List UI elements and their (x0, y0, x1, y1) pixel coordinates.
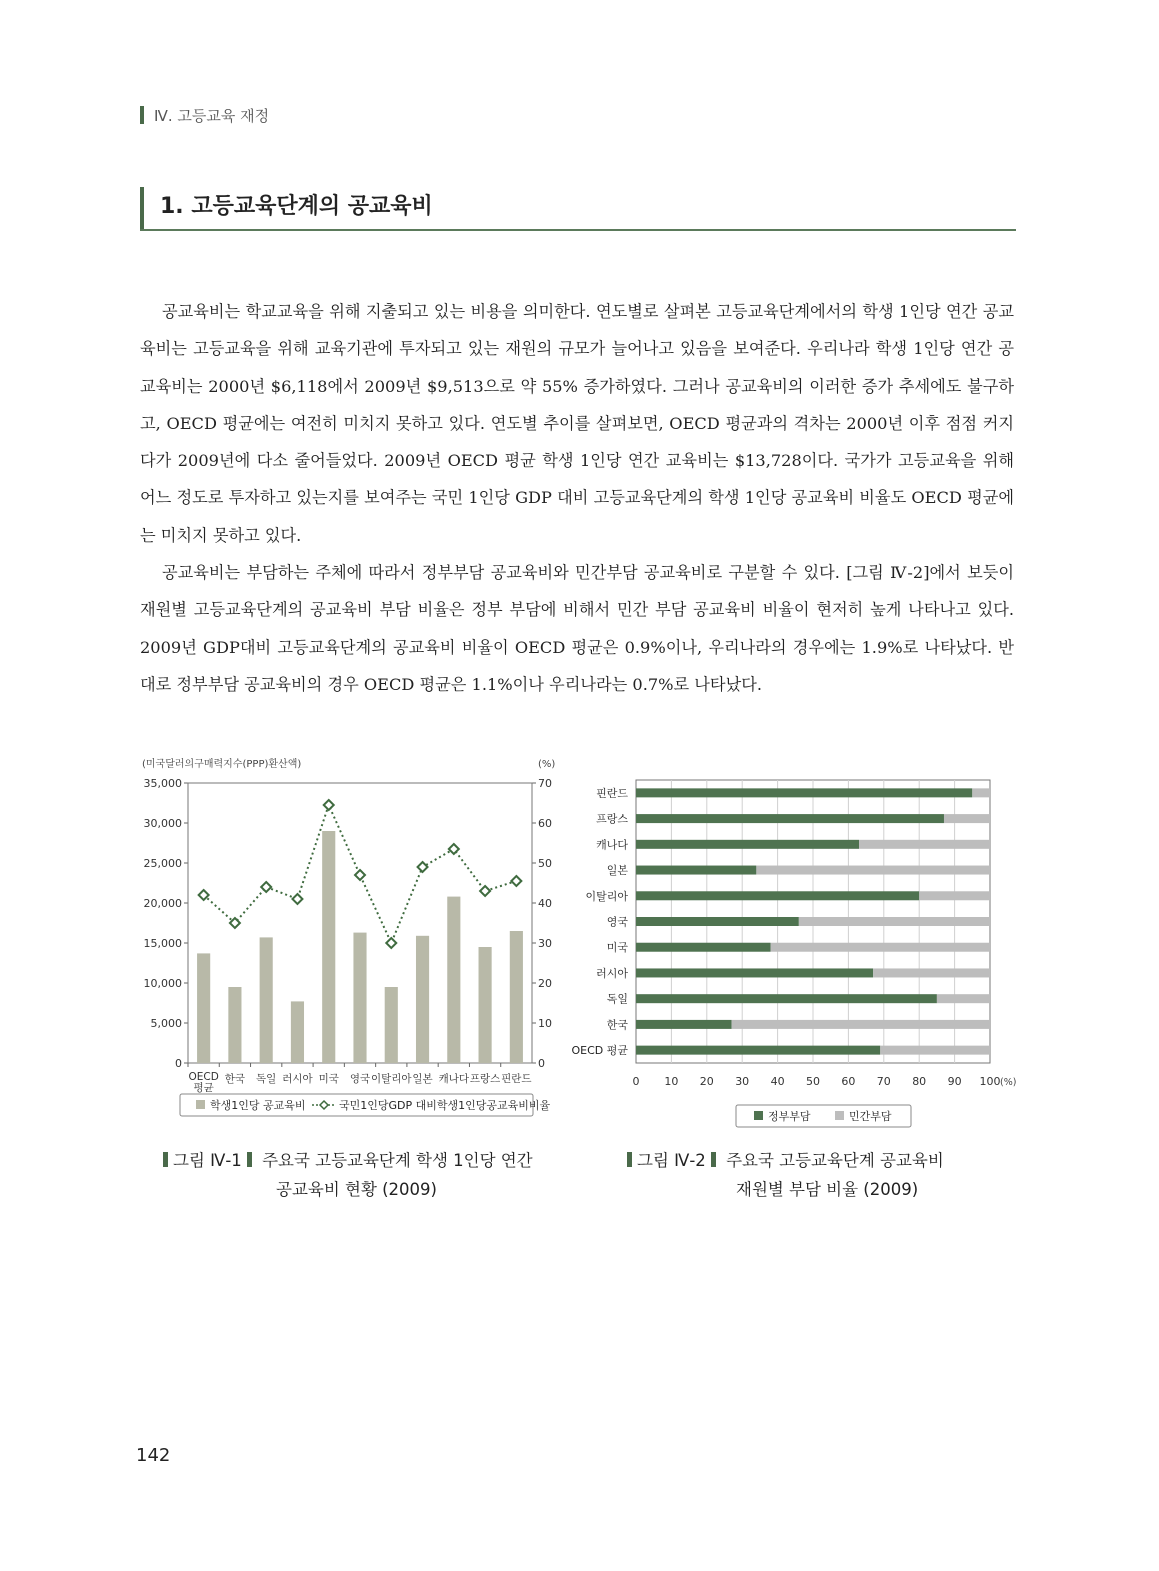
y-tick-label: 35,000 (143, 777, 182, 790)
x-tick-label: 한국 (224, 1073, 246, 1085)
y-tick-label: OECD 평균 (571, 1044, 628, 1058)
line-point-러시아 (292, 894, 302, 904)
line-point-미국 (324, 800, 334, 810)
bar-private-이탈리아 (919, 891, 990, 900)
y2-tick-label: 50 (538, 857, 552, 870)
section-header (140, 183, 1016, 231)
figure-2-title-line2: 재원별 부담 비율 (2009) (736, 1180, 919, 1199)
y-tick-label: 이탈리아 (585, 889, 628, 903)
y2-tick-label: 0 (538, 1057, 545, 1070)
x-tick-label: 핀란드 (501, 1073, 532, 1085)
figure-1-chart (140, 752, 565, 1137)
y-tick-label: 캐나다 (596, 838, 628, 852)
y-tick-label: 20,000 (143, 897, 182, 910)
bar-private-미국 (771, 943, 990, 952)
bar-gov-프랑스 (636, 814, 944, 823)
x-tick-label: 일본 (412, 1073, 433, 1085)
y-tick-label: 30,000 (143, 817, 182, 830)
y-tick-label: 핀란드 (596, 786, 628, 800)
bar-gov-이탈리아 (636, 891, 919, 900)
y-tick-label: 독일 (606, 992, 628, 1006)
bar-gov-미국 (636, 943, 771, 952)
x-tick-label: 영국 (349, 1073, 371, 1085)
y-axis-label: (미국달러의구매력지수(PPP)환산액) (142, 759, 302, 770)
figure-1-caption-line1 (158, 1146, 568, 1175)
x-tick-label: 러시아 (282, 1073, 313, 1085)
legend-swatch-bar (196, 1100, 205, 1109)
legend-label: 민간부담 (849, 1110, 892, 1123)
bar-gov-캐나다 (636, 840, 859, 849)
bar-러시아 (291, 1001, 304, 1063)
bar-핀란드 (510, 931, 523, 1063)
paragraph: 공교육비는 부담하는 주체에 따라서 정부부담 공교육비와 민간부담 공교육비로 구분할 수 있다. [그림 Ⅳ-2]에서 보듯이 재원별 고등교육단계의 공교육비 부담 비율은 정부 부담에 비해서 민간 부담 공교육비 비율이 현저히 높게 나타나고 있다. 2009년 GDP대비 고등교육단계의 공교육비 비율이 OECD 평균은 0.9%이나, 우리나라의 경우에는 1.9%로 나타났다. 반대로 정부부담 공교육비의 경우 OECD 평균은 1.1%이나 우리나라는 0.7%로 나타났다. (140, 563, 1014, 694)
bar-gov-러시아 (636, 968, 873, 977)
legend-label: 정부부담 (768, 1110, 811, 1123)
bar-private-프랑스 (944, 814, 990, 823)
x-tick-label: 90 (947, 1075, 962, 1088)
bar-이탈리아 (385, 987, 398, 1063)
bar-gov-한국 (636, 1020, 732, 1029)
bar-private-영국 (799, 917, 990, 926)
y-tick-label: 15,000 (143, 937, 182, 950)
y2-tick-label: 10 (538, 1017, 552, 1030)
line-point-영국 (355, 870, 365, 880)
bar-private-OECD 평균 (880, 1046, 990, 1055)
x-tick-label: 0 (632, 1075, 640, 1088)
x-tick-label: 20 (699, 1075, 714, 1088)
line-point-프랑스 (480, 886, 490, 896)
legend-swatch-gov (754, 1111, 763, 1120)
line-point-독일 (261, 882, 271, 892)
y-tick-label: 한국 (606, 1018, 628, 1032)
caption-marker (627, 1152, 632, 1167)
bar-private-한국 (732, 1020, 990, 1029)
bar-독일 (260, 937, 273, 1063)
y-tick-label: 25,000 (143, 857, 182, 870)
y2-tick-label: 40 (538, 897, 552, 910)
y-tick-label: 5,000 (150, 1017, 182, 1030)
bar-gov-핀란드 (636, 788, 972, 797)
bar-gov-일본 (636, 866, 756, 875)
x-tick-label: 50 (806, 1075, 820, 1088)
y-tick-label: 미국 (606, 941, 628, 955)
x-tick-label: 캐나다 (438, 1073, 470, 1085)
x-tick-label: 독일 (256, 1073, 277, 1085)
y2-axis-label: (%) (538, 759, 556, 770)
y-tick-label: 영국 (606, 915, 628, 929)
bar-private-핀란드 (972, 788, 990, 797)
bar-캐나다 (447, 897, 460, 1063)
x-tick-label: OECD (188, 1071, 219, 1083)
y-tick-label: 0 (175, 1057, 182, 1070)
bar-한국 (228, 987, 241, 1063)
caption-marker (247, 1152, 252, 1167)
legend-swatch-private (835, 1111, 844, 1120)
x-tick-label: 10 (664, 1075, 679, 1088)
bar-private-독일 (937, 994, 990, 1003)
legend-label: 학생1인당 공교육비 (210, 1099, 306, 1112)
figure-2-label: 그림 Ⅳ-2 (637, 1151, 706, 1170)
section-title: 1. 고등교육단계의 공교육비 (160, 194, 433, 219)
y2-tick-label: 20 (538, 977, 552, 990)
x-tick-label: 80 (912, 1075, 927, 1088)
legend-label: 국민1인당GDP 대비학생1인당공교육비비율 (339, 1099, 551, 1112)
line-point-핀란드 (511, 876, 521, 886)
y2-tick-label: 70 (538, 777, 552, 790)
y-tick-label: 러시아 (596, 966, 628, 980)
x-tick-label: 100 (979, 1075, 1001, 1088)
bar-private-러시아 (873, 968, 990, 977)
bar-gov-OECD 평균 (636, 1046, 880, 1055)
bar-미국 (322, 831, 335, 1063)
bar-OECD 평균 (197, 953, 210, 1063)
x-tick-label: 프랑스 (469, 1073, 501, 1085)
bar-프랑스 (479, 947, 492, 1063)
page-number: 142 (136, 1445, 171, 1466)
figure-2-chart (570, 752, 1020, 1137)
section-marker (140, 187, 144, 229)
figure-1-label: 그림 Ⅳ-1 (173, 1151, 242, 1170)
x-tick-label: 평균 (193, 1082, 214, 1094)
paragraph: 공교육비는 학교교육을 위해 지출되고 있는 비용을 의미한다. 연도별로 살펴본 고등교육단계에서의 학생 1인당 연간 공교육비는 고등교육을 위해 교육기관에 투자되고 있는 재원의 규모가 늘어나고 있음을 보여준다. 우리나라 학생 1인당 연간 공교육비는 2000년 $6,118에서 2009년 $9,513으로 약 55% 증가하였다. 그러나 공교육비의 이러한 증가 추세에도 불구하고, OECD 평균에는 여전히 미치지 못하고 있다. 연도별 추이를 살펴보면, OECD 평균과의 격차는 2000년 이후 점점 커지다가 2009년에 다소 줄어들었다. 2009년 OECD 평균 학생 1인당 연간 교육비는 $13,728이다. 국가가 고등교육을 위해 어느 정도로 투자하고 있는지를 보여주는 국민 1인당 GDP 대비 고등교육단계의 학생 1인당 공교육비 비율도 OECD 평균에는 미치지 못하고 있다. (140, 302, 1014, 545)
x-tick-label: 60 (841, 1075, 856, 1088)
x-tick-label: 30 (735, 1075, 750, 1088)
x-axis-unit: (%) (1000, 1077, 1017, 1088)
y2-tick-label: 30 (538, 937, 552, 950)
chapter-marker (140, 106, 144, 124)
x-tick-label: 미국 (318, 1073, 339, 1085)
line-point-OECD 평균 (199, 890, 209, 900)
caption-marker (163, 1152, 168, 1167)
line-point-일본 (418, 862, 428, 872)
bar-private-캐나다 (859, 840, 990, 849)
caption-marker (711, 1152, 716, 1167)
bar-gov-영국 (636, 917, 799, 926)
x-tick-label: 이탈리아 (370, 1073, 412, 1085)
figure-2-title-line1: 주요국 고등교육단계 공교육비 (726, 1151, 944, 1170)
y-tick-label: 일본 (606, 864, 628, 878)
figure-1-title-line1: 주요국 고등교육단계 학생 1인당 연간 (262, 1151, 533, 1170)
y-tick-label: 프랑스 (596, 812, 628, 826)
bar-private-일본 (756, 866, 990, 875)
x-tick-label: 70 (876, 1075, 891, 1088)
figure-2-caption-line1 (622, 1146, 1022, 1175)
body-text (140, 293, 1014, 703)
figure-1-caption (158, 1146, 568, 1204)
chapter-header (140, 104, 269, 126)
figure-1-title-line2: 공교육비 현황 (2009) (276, 1180, 437, 1199)
bar-영국 (353, 933, 366, 1063)
line-point-이탈리아 (386, 938, 396, 948)
figure-2-caption (622, 1146, 1022, 1204)
x-tick-label: 40 (770, 1075, 785, 1088)
bar-gov-독일 (636, 994, 937, 1003)
y2-tick-label: 60 (538, 817, 552, 830)
y-tick-label: 10,000 (143, 977, 182, 990)
chapter-title: Ⅳ. 고등교육 재정 (154, 106, 270, 125)
bar-일본 (416, 936, 429, 1063)
